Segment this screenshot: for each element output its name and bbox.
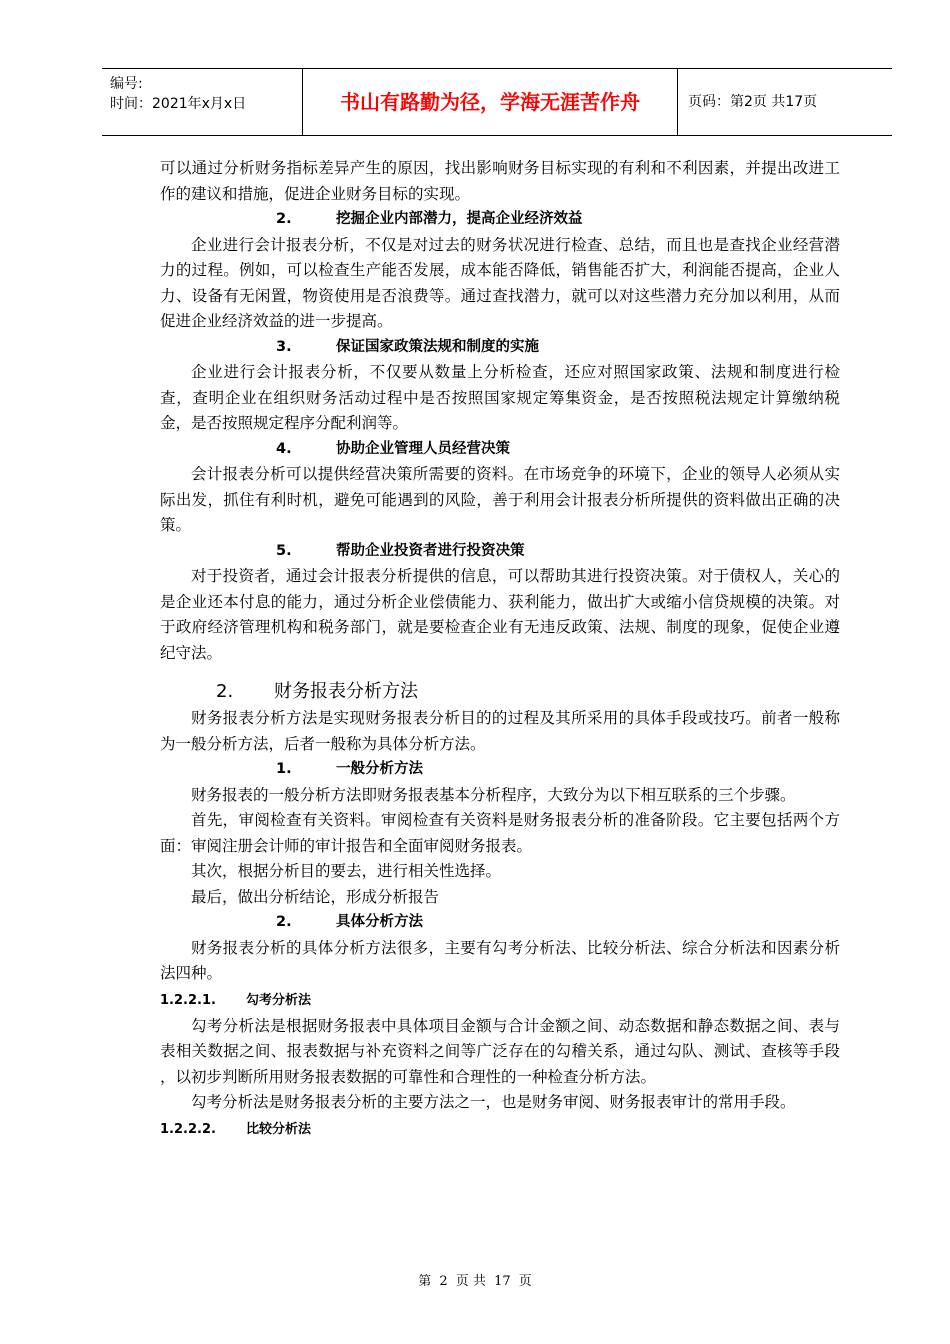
subheading-title: 挖掘企业内部潜力，提高企业经济效益 <box>336 211 583 227</box>
minor-heading-number: 1.2.2.2. <box>160 1121 216 1137</box>
subheading-number: 2. <box>276 211 292 227</box>
document-body <box>160 156 840 1143</box>
subheading-title: 具体分析方法 <box>336 914 423 930</box>
footer-mid: 页 共 <box>455 1274 486 1289</box>
subheading-number: 1. <box>276 761 292 777</box>
paragraph: 财务报表分析的具体分析方法很多，主要有勾考分析法、比较分析法、综合分析法和因素分析法四种。 <box>160 938 840 982</box>
subheading <box>160 335 840 361</box>
paragraph: 其次，根据分析目的要去，进行相关性选择。 <box>191 862 502 880</box>
footer-total-pages: 17 <box>494 1274 511 1289</box>
paragraph: 财务报表分析方法是实现财务报表分析目的的过程及其所采用的具体手段或技巧。前者一般称为一般分析方法，后者一般称为具体分析方法。 <box>160 709 840 753</box>
date-label: 时间：2021年x月x日 <box>110 96 247 112</box>
subheading-number: 2. <box>276 914 292 930</box>
section-heading <box>160 678 840 706</box>
subheading-number: 4. <box>276 440 292 457</box>
page-footer <box>0 1270 950 1289</box>
paragraph: 最后，做出分析结论，形成分析报告 <box>191 887 440 906</box>
subheading-title: 帮助企业投资者进行投资决策 <box>336 542 525 559</box>
code-label: 编号: <box>110 76 143 92</box>
minor-heading-number: 1.2.2.1. <box>160 992 216 1008</box>
subheading <box>160 910 840 936</box>
paragraph: 勾考分析法是财务报表分析的主要方法之一，也是财务审阅、财务报表审计的常用手段。 <box>191 1093 796 1111</box>
minor-heading <box>160 1116 840 1143</box>
subheading <box>160 207 840 233</box>
subheading-title: 协助企业管理人员经营决策 <box>336 440 510 457</box>
paragraph: 会计报表分析可以提供经营决策所需要的资料。在市场竞争的环境下，企业的领导人必须从实际出发，抓住有利时机，避免可能遇到的风险，善于利用会计报表分析所提供的资料做出正确的决策。 <box>160 465 840 534</box>
subheading-title: 保证国家政策法规和制度的实施 <box>336 338 539 355</box>
footer-page-number: 2 <box>439 1274 448 1289</box>
minor-heading-title: 勾考分析法 <box>246 992 312 1008</box>
subheading <box>160 757 840 783</box>
paragraph: 勾考分析法是根据财务报表中具体项目金额与合计金额之间、动态数据和静态数据之间、表与表相关数据之间、报表数据与补充资料之间等广泛存在的勾稽关系，通过勾队、测试、查核等手段 ，以初步判断所用财务报表数据的可靠性和合理性的一种检查分析方法。 <box>160 1016 840 1086</box>
header-motto: 书山有路勤为径，学海无涯苦作舟 <box>303 69 678 135</box>
section-number: 2. <box>216 681 234 702</box>
subheading-number: 5. <box>276 542 292 559</box>
footer-suffix: 页 <box>518 1274 532 1289</box>
minor-heading <box>160 987 840 1014</box>
footer-prefix: 第 <box>418 1274 432 1289</box>
section-title: 财务报表分析方法 <box>274 681 418 702</box>
page-header <box>102 68 892 136</box>
paragraph: 企业进行会计报表分析，不仅要从数量上分析检查，还应对照国家政策、法规和制度进行检查，查明企业在组织财务活动过程中是否按照国家规定筹集资金，是否按照税法规定计算缴纳税金，是否按照规定程序分配利润等。 <box>160 363 840 432</box>
header-page-label: 页码：第2页 共17页 <box>688 94 818 110</box>
subheading-title: 一般分析方法 <box>336 761 423 777</box>
paragraph: 对于投资者，通过会计报表分析提供的信息，可以帮助其进行投资决策。对于债权人，关心的是企业还本付息的能力，通过分析企业偿债能力、获利能力，做出扩大或缩小信贷规模的决策。对于政府经济管理机构和税务部门，就是要检查企业有无违反政策、法规、制度的现象，促使企业遵纪守法。 <box>160 567 840 662</box>
header-meta <box>102 69 303 135</box>
paragraph: 可以通过分析财务指标差异产生的原因，找出影响财务目标实现的有利和不利因素，并提出改进工作的建议和措施，促进企业财务目标的实现。 <box>160 159 840 203</box>
paragraph: 首先，审阅检查有关资料。审阅检查有关资料是财务报表分析的准备阶段。它主要包括两个方面：审阅注册会计师的审计报告和全面审阅财务报表。 <box>160 811 840 855</box>
minor-heading-title: 比较分析法 <box>246 1121 312 1137</box>
paragraph: 企业进行会计报表分析，不仅是对过去的财务状况进行检查、总结，而且也是查找企业经营潜力的过程。例如，可以检查生产能否发展，成本能否降低，销售能否扩大，利润能否提高，企业人力、设备有无闲置，物资使用是否浪费等。通过查找潜力，就可以对这些潜力充分加以利用，从而促进企业经济效益的进一步提高。 <box>160 235 840 330</box>
subheading-number: 3. <box>276 338 292 355</box>
paragraph: 财务报表的一般分析方法即财务报表基本分析程序，大致分为以下相互联系的三个步骤。 <box>191 785 796 804</box>
subheading <box>160 539 840 565</box>
subheading <box>160 437 840 463</box>
